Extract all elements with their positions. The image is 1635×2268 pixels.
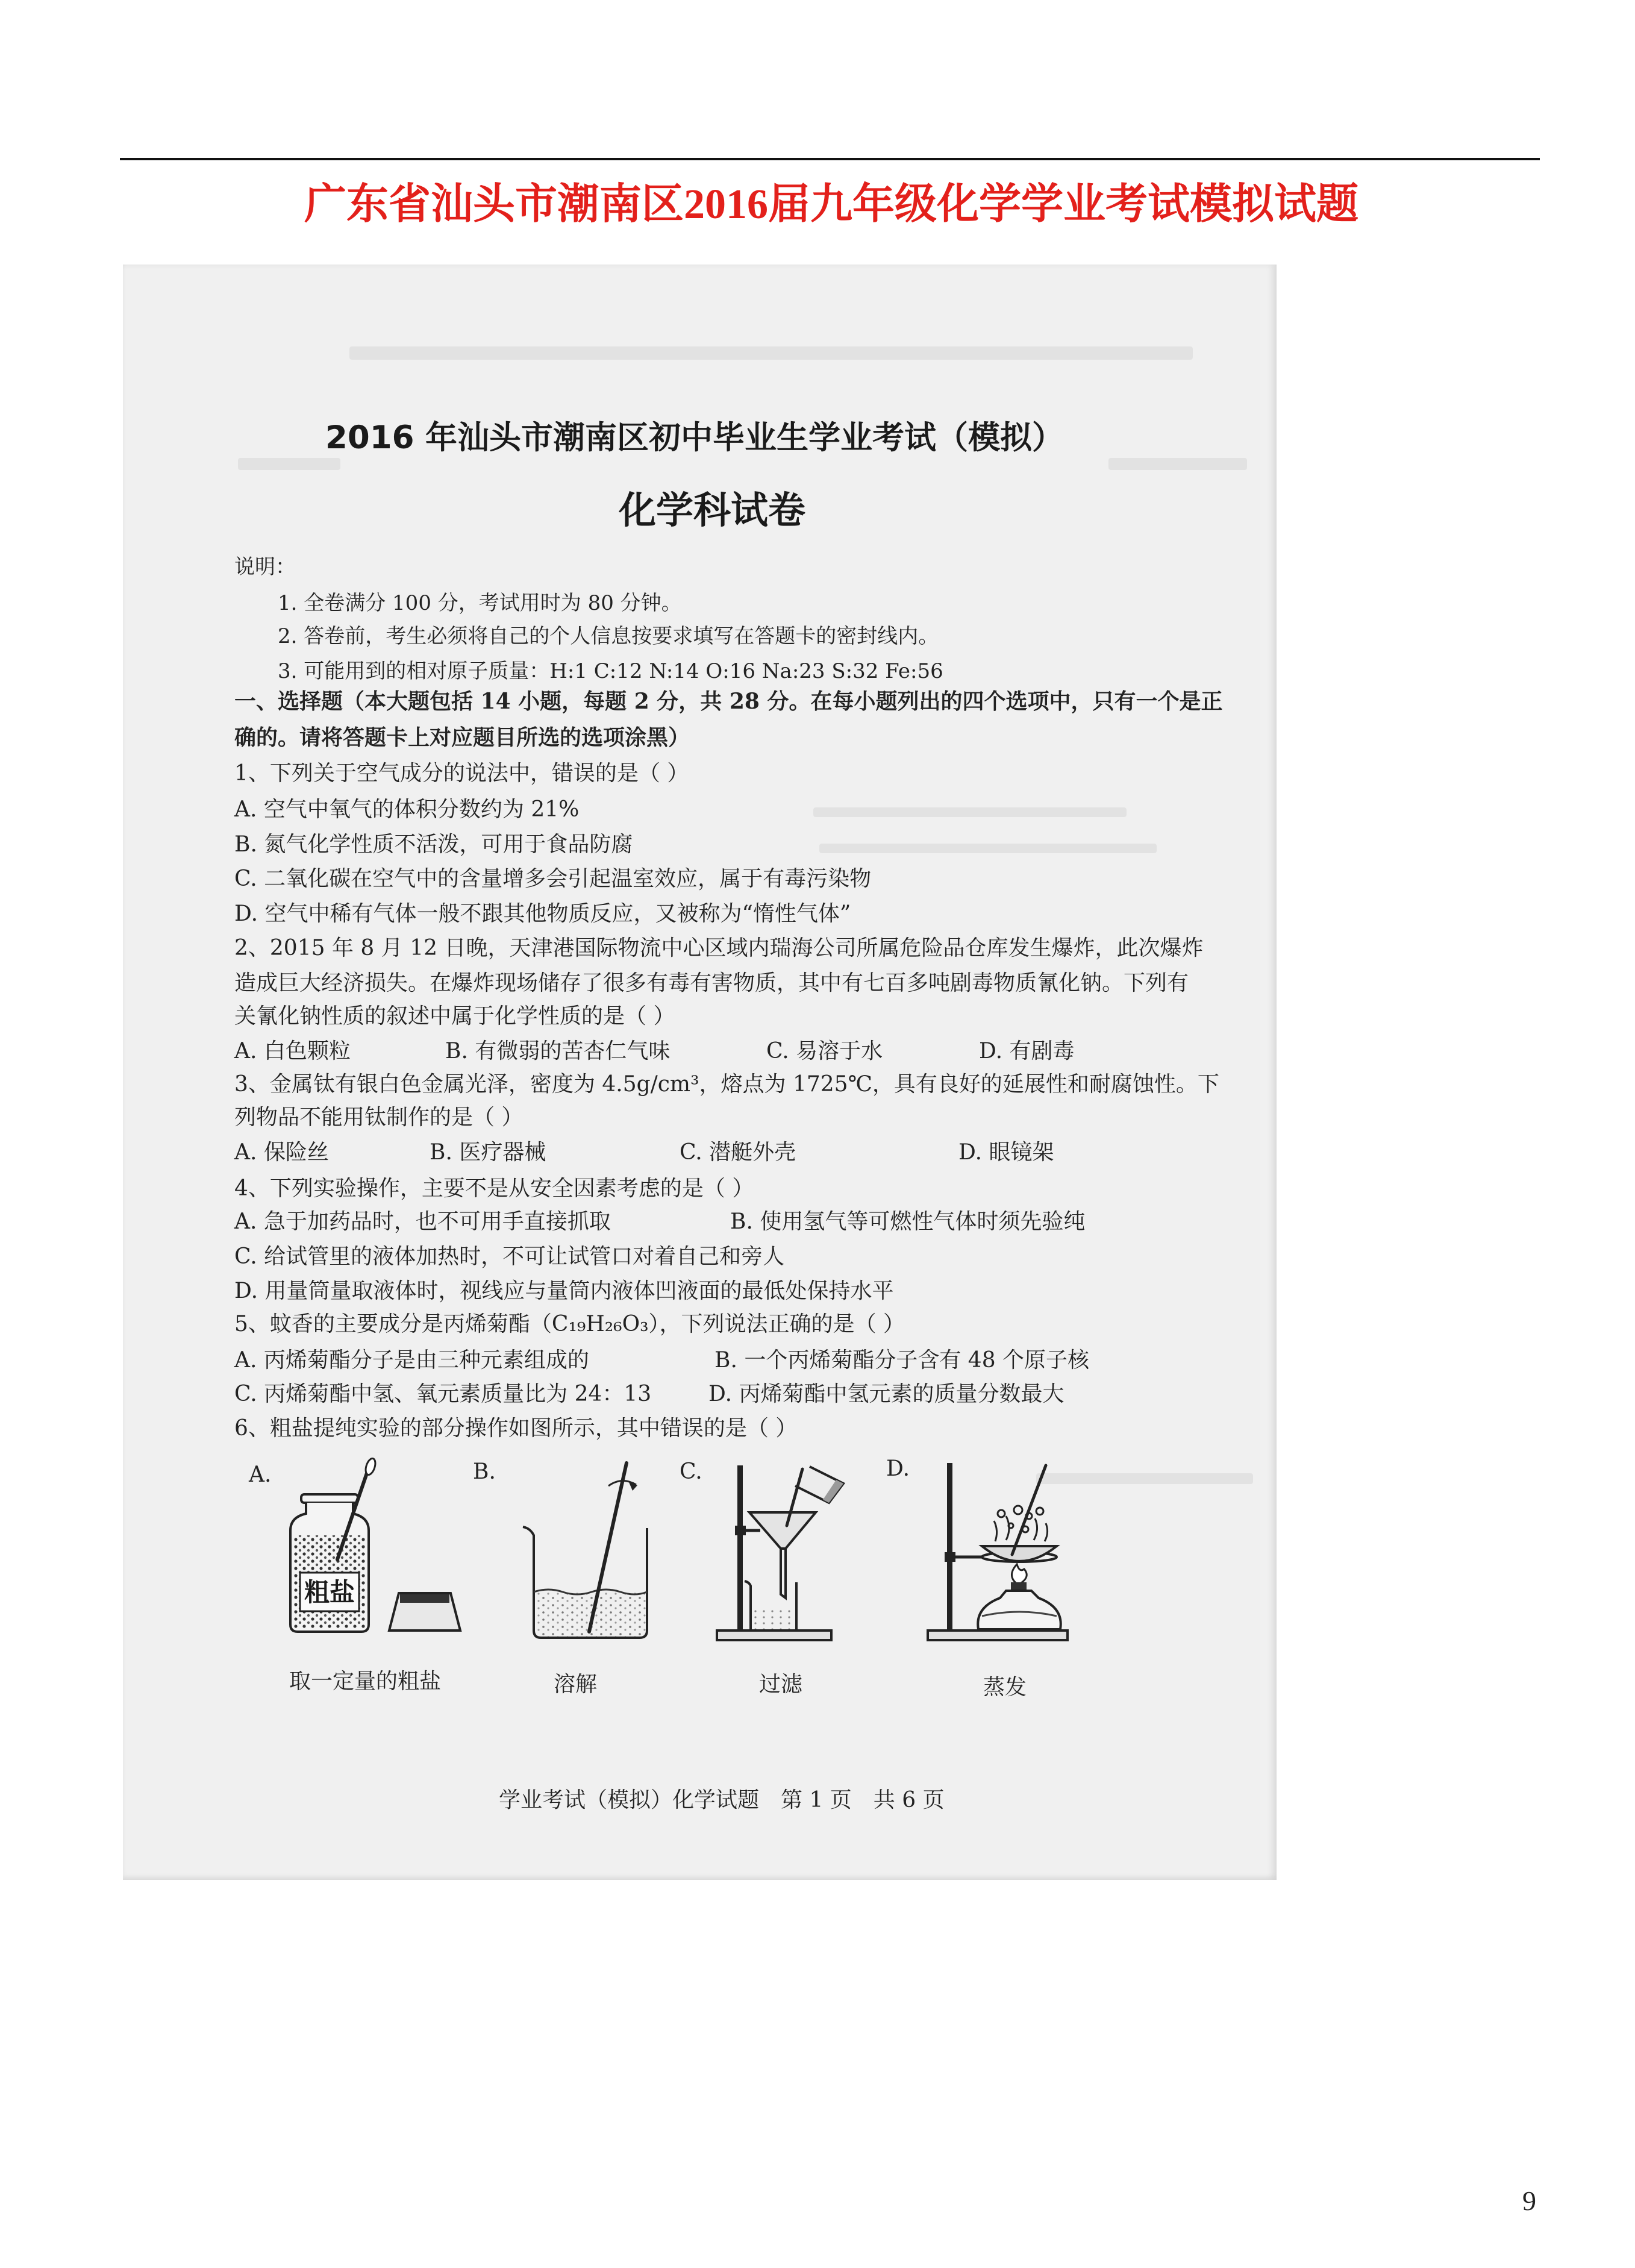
question-option: C. 潜艇外壳 [680,1140,796,1165]
exam-subject: 化学科试卷 [619,488,806,532]
question-option: D. 眼镜架 [958,1140,1054,1165]
flame [1011,1564,1027,1585]
figure-label-b: B. [473,1459,496,1484]
bottle-label-text: 粗盐 [304,1577,355,1607]
question-option: B. 氮气化学性质不活泼，可用于食品防腐 [234,832,633,857]
section-heading: 一、选择题（本大题包括 14 小题，每题 2 分，共 28 分。在每小题列出的四个选项中，只有一个是正 [234,689,1223,714]
question-option: B. 有微弱的苦杏仁气味 [445,1039,671,1064]
question-stem: 5、蚊香的主要成分是丙烯菊酯（C₁₉H₂₆O₃），下列说法正确的是（ ） [234,1312,905,1336]
figure-c-filtration [711,1458,855,1645]
question-option: A. 空气中氧气的体积分数约为 21% [234,797,580,822]
question-option: B. 使用氢气等可燃性气体时须先验纯 [730,1209,1086,1234]
question-stem: 列物品不能用钛制作的是（ ） [234,1105,524,1130]
question-option: C. 二氧化碳在空气中的含量增多会引起温室效应，属于有毒污染物 [234,866,872,891]
question-stem: 1、下列关于空气成分的说法中，错误的是（ ） [234,761,689,786]
wide-mouth-bottle [290,1494,369,1632]
figure-label-a: A. [249,1462,272,1487]
figure-caption-c: 过滤 [759,1672,803,1697]
question-option: D. 丙烯菊酯中氢元素的质量分数最大 [708,1382,1064,1406]
question-option: D. 用量筒量取液体时，视线应与量筒内液体凹液面的最低处保持水平 [234,1279,894,1303]
section-heading: 确的。请将答题卡上对应题目所选的选项涂黑） [234,725,690,750]
figure-label-c: C. [680,1459,702,1484]
beaker [523,1527,647,1638]
bleed-through-mark [819,844,1157,853]
funnel [749,1512,816,1598]
figure-a-take-salt [277,1458,476,1639]
figure-caption-a: 取一定量的粗盐 [289,1669,442,1694]
bleed-through-mark [238,458,340,470]
note-line: 3. 可能用到的相对原子质量：H:1 C:12 N:14 O:16 Na:23 S:32 Fe:56 [278,659,943,683]
question-option: C. 易溶于水 [766,1039,883,1064]
question-option: A. 急于加药品时，也不可用手直接抓取 [234,1209,611,1234]
question-option: A. 白色颗粒 [234,1039,351,1064]
stirring-glass-rod [1012,1465,1046,1555]
figure-label-d: D. [886,1456,910,1481]
figure-b-dissolve [512,1458,669,1645]
question-option: D. 有剧毒 [979,1039,1075,1064]
notes-label: 说明： [234,555,296,579]
question-option: A. 丙烯菊酯分子是由三种元素组成的 [234,1348,589,1373]
header-rule [120,158,1540,160]
question-stem: 3、金属钛有银白色金属光泽，密度为 4.5g/cm³，熔点为 1725℃，具有良好的延展性和耐腐蚀性。下 [234,1072,1219,1097]
sheet-footer: 学业考试（模拟）化学试题 第 1 页 共 6 页 [499,1788,945,1812]
bottle-stopper [389,1593,460,1631]
bleed-through-mark [1108,458,1247,470]
page-number: 9 [1522,2185,1536,2216]
question-stem: 造成巨大经济损失。在爆炸现场储存了很多有毒有害物质，其中有七百多吨剧毒物质氰化钠。下列有 [234,971,1189,995]
evaporating-dish [982,1546,1057,1561]
question-stem: 2、2015 年 8 月 12 日晚，天津港国际物流中心区域内瑞海公司所属危险品仓库发生爆炸，此次爆炸 [234,936,1204,960]
note-line: 2. 答卷前，考生必须将自己的个人信息按要求填写在答题卡的密封线内。 [278,624,939,648]
document-title: 广东省汕头市潮南区2016届九年级化学学业考试模拟试题 [304,181,1358,228]
figure-d-evaporation [916,1458,1072,1645]
question-stem: 关氰化钠性质的叙述中属于化学性质的是（ ） [234,1004,675,1029]
alcohol-lamp [978,1582,1061,1629]
question-option: C. 丙烯菊酯中氢、氧元素质量比为 24：13 [234,1382,652,1406]
bleed-through-mark [813,807,1127,817]
question-option: D. 空气中稀有气体一般不跟其他物质反应，又被称为“惰性气体” [234,901,851,926]
exam-title: 2016 年汕头市潮南区初中毕业生学业考试（模拟） [325,419,1064,456]
bleed-through-mark [349,346,1193,360]
receiving-beaker [745,1581,796,1631]
question-stem: 4、下列实验操作，主要不是从安全因素考虑的是（ ） [234,1176,754,1201]
note-line: 1. 全卷满分 100 分，考试用时为 80 分钟。 [278,591,682,615]
question-option: B. 一个丙烯菊酯分子含有 48 个原子核 [714,1348,1090,1373]
question-option: A. 保险丝 [234,1140,329,1165]
question-option: C. 给试管里的液体加热时，不可让试管口对着自己和旁人 [234,1244,785,1269]
figure-caption-b: 溶解 [554,1672,598,1697]
question-stem: 6、粗盐提纯实验的部分操作如图所示，其中错误的是（ ） [234,1416,798,1441]
question-option: B. 医疗器械 [430,1140,546,1165]
figure-caption-d: 蒸发 [983,1675,1027,1700]
